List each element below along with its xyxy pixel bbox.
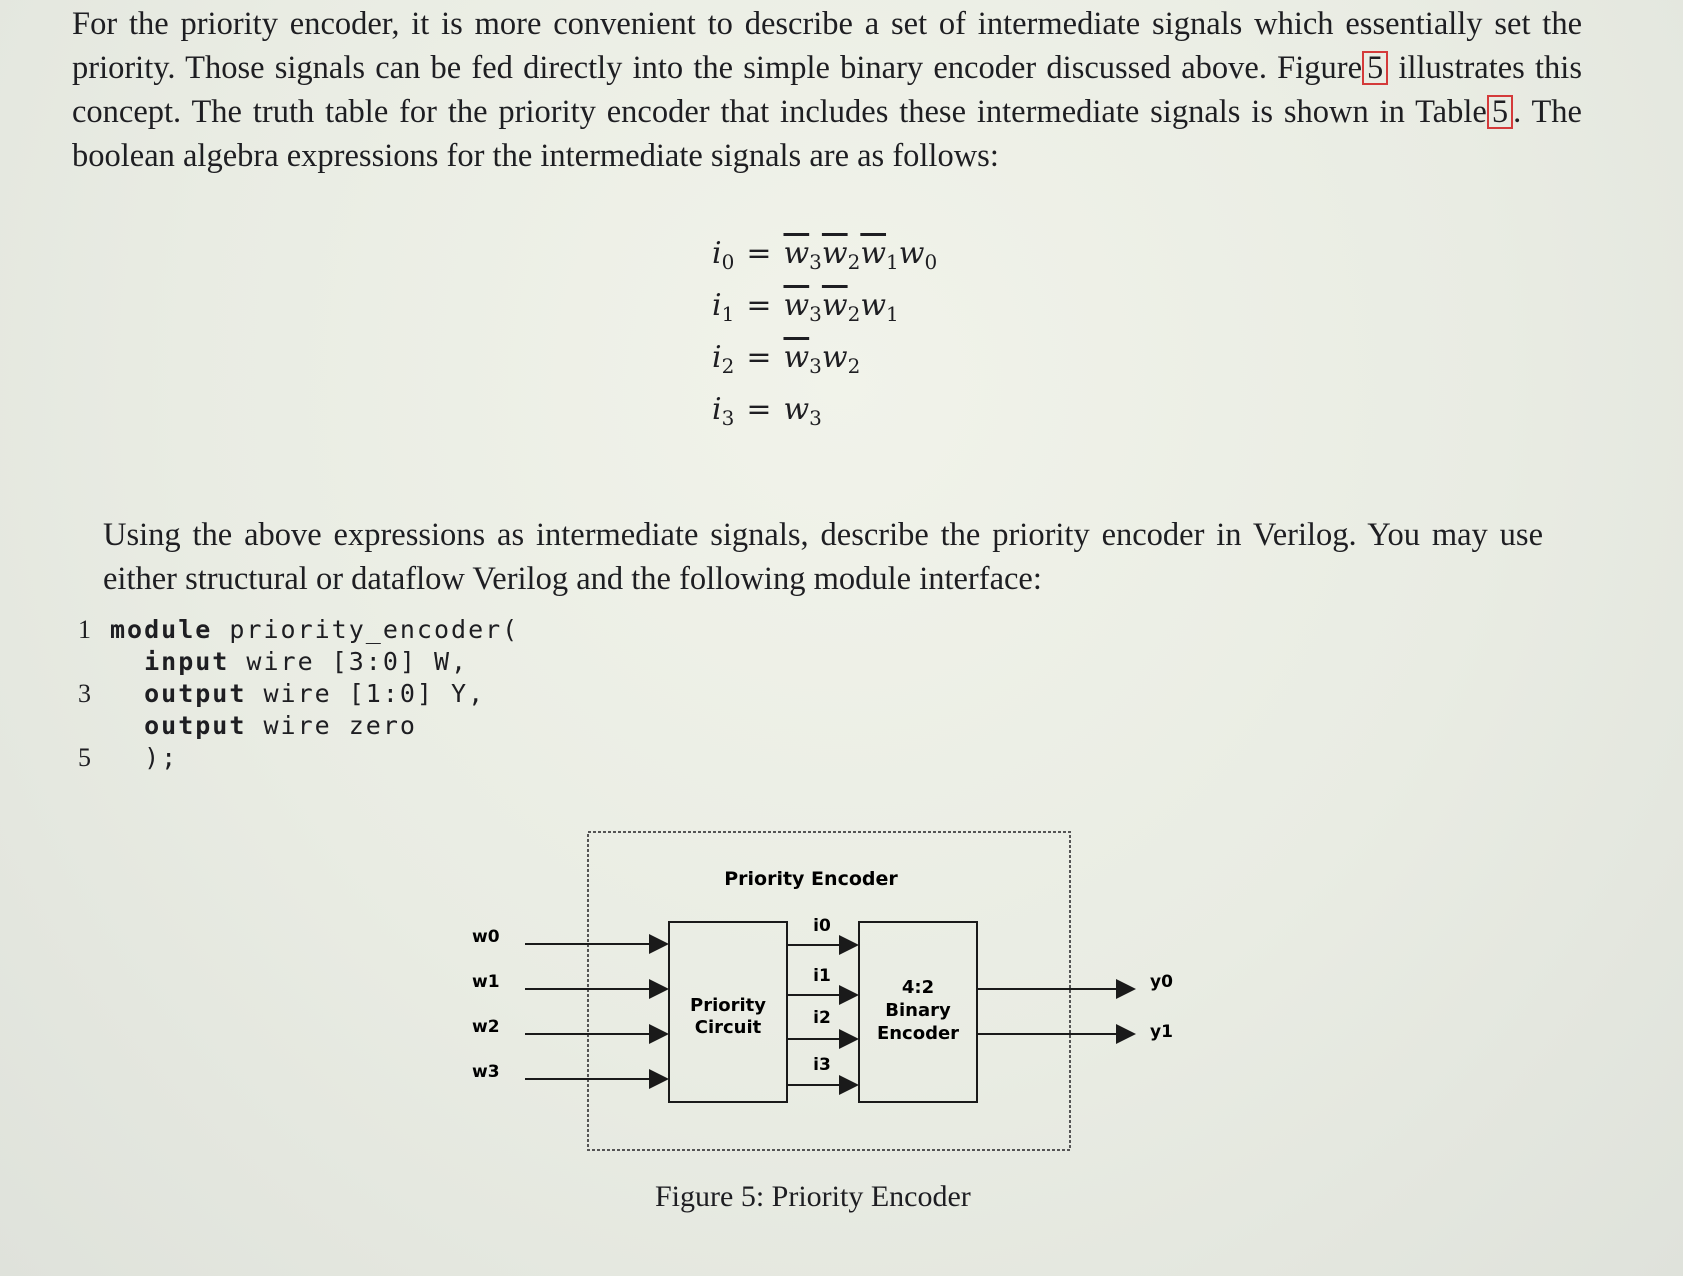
- equation-lhs: $i_1$: [712, 288, 735, 326]
- intro-paragraph: For the priority encoder, it is more convenient to describe a set of intermediate signals which essentially set the priority. Those signals can be fed directly into the simple binary encoder discussed above. Figure 5 illustrates this concept. The truth table for the priority encoder that includes these intermediate signals is shown in Table 5 . The boolean algebra expressions for the intermediate signals are as follows:: [72, 6, 1582, 174]
- equation-lhs: $i_2$: [712, 340, 735, 378]
- equals-sign: =: [746, 392, 772, 427]
- figure-reference-link[interactable]: 5: [1362, 51, 1388, 85]
- intermediate-label-i1: i1: [813, 966, 831, 986]
- code-text: wire [3:0] W,: [229, 647, 469, 676]
- instruction-paragraph: Using the above expressions as intermediate signals, describe the priority encoder in Verilog. You may use either structural or dataflow Verilog and the following module interface:: [103, 517, 1543, 597]
- equation-term: $w_1$: [860, 288, 899, 326]
- figure-caption: Figure 5: Priority Encoder: [655, 1180, 971, 1213]
- priority-encoder-diagram: [470, 830, 1190, 1170]
- equation-term: $\overline{w}_1$: [860, 236, 899, 274]
- equation-term: $\overline{w}_2$: [821, 288, 861, 326]
- equals-sign: =: [746, 288, 772, 323]
- equation-term: $\overline{w}_3$: [783, 236, 822, 274]
- code-line: [78, 678, 519, 710]
- equals-sign: =: [746, 236, 772, 271]
- code-text: wire zero: [246, 711, 417, 740]
- priority-circuit-label-1: Priority: [690, 995, 766, 1016]
- equation-term: $\overline{w}_3$: [783, 288, 822, 326]
- binary-encoder-label-2: Binary: [885, 1000, 951, 1021]
- code-text: wire [1:0] Y,: [246, 679, 486, 708]
- input-label-w1: w1: [472, 972, 500, 992]
- code-line: [78, 614, 519, 646]
- line-number: 3: [78, 679, 91, 708]
- code-text: );: [110, 743, 179, 772]
- code-line: [78, 710, 519, 742]
- code-line: [78, 742, 519, 774]
- table-reference-link[interactable]: 5: [1487, 95, 1513, 129]
- intermediate-label-i2: i2: [813, 1008, 831, 1028]
- binary-encoder-label-3: Encoder: [876, 1023, 960, 1044]
- equation-term: $\overline{w}_2$: [821, 236, 861, 274]
- equation-lhs: $i_0$: [712, 236, 735, 274]
- diagram-title: Priority Encoder: [724, 868, 898, 890]
- verilog-module-interface: [78, 614, 519, 774]
- equation-term: $w_2$: [821, 340, 861, 378]
- code-keyword: input: [110, 647, 230, 676]
- equation-term: $\overline{w}_3$: [783, 340, 822, 378]
- priority-circuit-label-2: Circuit: [694, 1017, 762, 1038]
- equation-i0: [712, 228, 937, 280]
- boolean-equations: [712, 228, 937, 436]
- equation-i2: [712, 332, 937, 384]
- equation-i3: [712, 384, 937, 436]
- code-keyword: module: [110, 615, 213, 644]
- input-label-w0: w0: [472, 927, 500, 947]
- code-keyword: output: [110, 711, 247, 740]
- code-keyword: output: [110, 679, 247, 708]
- output-label-y1: y1: [1150, 1022, 1173, 1042]
- input-label-w3: w3: [472, 1062, 500, 1082]
- line-number: 5: [78, 743, 91, 772]
- equation-term: $w_3$: [783, 392, 822, 430]
- equation-i1: [712, 280, 937, 332]
- output-label-y0: y0: [1150, 972, 1173, 992]
- equation-term: $w_0$: [898, 236, 938, 274]
- code-line: [78, 646, 519, 678]
- equation-lhs: $i_3$: [712, 392, 735, 430]
- code-text: priority_encoder(: [212, 615, 520, 644]
- line-number: 1: [78, 615, 91, 644]
- intermediate-label-i3: i3: [813, 1055, 831, 1075]
- input-label-w2: w2: [472, 1017, 500, 1037]
- equals-sign: =: [746, 340, 772, 375]
- binary-encoder-label-1: 4:2: [901, 977, 935, 998]
- intermediate-label-i0: i0: [813, 916, 831, 936]
